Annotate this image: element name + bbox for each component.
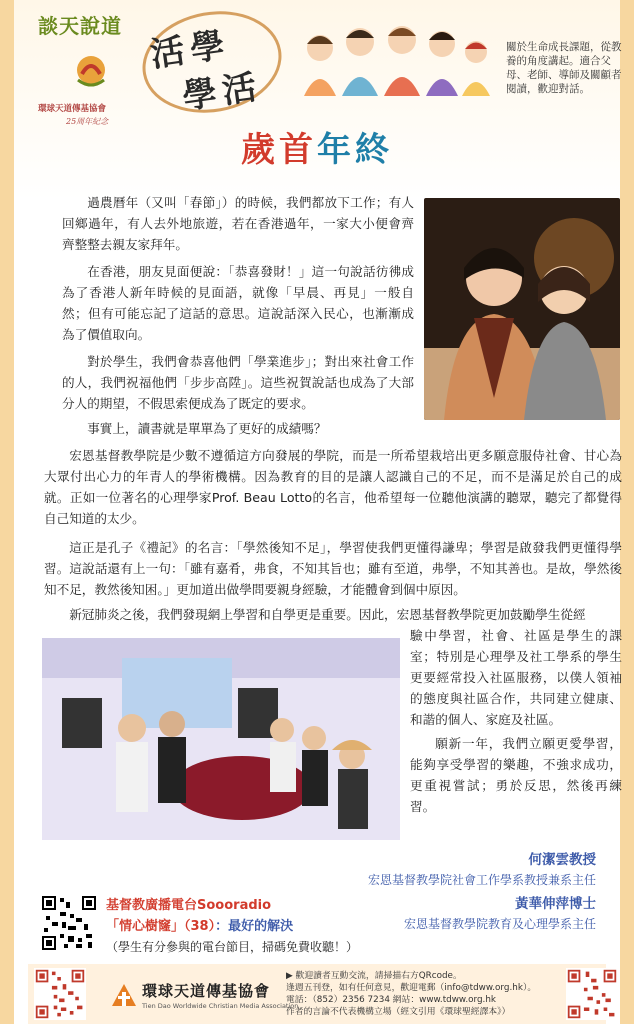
author-1 — [368, 848, 596, 888]
article-paragraph-5: 宏恩基督教學院是少數不遵循這方向發展的學院，而是一所希望栽培出更多願意服侍社會、甘心為大眾付出心力的年青人的學術機構。因為教育的目的是讓人認識自己的不足，而不是滿足於自己的成就。正如一位著名的心理學家Prof. Beau Lotto的名言，他希望每一位聽他演講的聽眾，聽完了都覺得自己知道的太少。 — [44, 448, 622, 526]
footer-info-line1: ▶ 歡迎讀者互動交流，請掃描右方QRcode。 — [286, 971, 462, 981]
radio-program — [106, 915, 366, 934]
org-small-name: 環球天道傳基協會 — [38, 104, 107, 114]
headline-part1: 歲首 — [241, 130, 317, 170]
footer-org-english-name: Tien Dao Worldwide Christian Media Association — [142, 1002, 299, 1010]
author-2-title: 宏恩基督教學院教育及心理學系主任 — [403, 917, 596, 931]
column-title-line2: 學活 — [180, 66, 265, 118]
authors-photo — [424, 198, 620, 420]
article-paragraph-2: 在香港，朋友見面便說：「恭喜發財！」這一句說話彷彿成為了香港人新年時候的見面語，就像「早晨、再見」一般自然；但有可能忘記了這話的意思。這說話深入民心，也漸漸成為了價值取向。 — [62, 264, 414, 342]
author-2 — [404, 892, 596, 932]
article-paragraph-7b: 驗中學習，社會、社區是學生的課室；特別是心理學及社工學系的學生更要經常投入社區服務，以僕人領袖的態度與社區合作，共同建立健康、和諧的個人、家庭及社區。 — [410, 628, 622, 727]
column-title-line1: 活學 — [148, 24, 233, 76]
article-paragraph-8: 願新一年，我們立願更愛學習，能夠享受學習的樂趣，不強求成功，更重視嘗試；勇於反思，然後再練習。 — [410, 736, 622, 814]
footer-org-name: 環球天道傳基協會 — [142, 982, 271, 1000]
radio-studio-photo — [42, 638, 400, 840]
author-2-name: 黃華伸萍博士 — [515, 896, 596, 912]
radio-program-subtitle: ：最好的解決 — [215, 919, 294, 934]
headline-part2: 年終 — [317, 130, 393, 170]
footer-info-line2: 逢週五刊登，如有任何意見，歡迎電郵（info@tdww.org.hk）。 — [286, 983, 537, 993]
article-paragraph-4: 事實上，讀書就是單單為了更好的成績嗎？ — [87, 421, 327, 436]
org-logo-icon — [110, 982, 138, 1008]
column-logo — [34, 6, 144, 131]
column-intro: 關於生命成長課題，從教養的角度講起。適合父母、老師、導師及關顧者閱讀，歡迎對話。 — [506, 41, 622, 95]
author-1-name: 何潔雲教授 — [528, 852, 596, 868]
footer-info-line4: 作者的言論不代表機構立場（經文引用《環球聖經譯本》） — [286, 1007, 511, 1017]
footer-info-line3: 電話：（852）2356 7234 網站：www.tdww.org.hk — [286, 995, 497, 1005]
anniversary-text: 25周年紀念 — [66, 117, 109, 126]
article-paragraph-6: 這正是孔子《禮記》的名言：「學然後知不足」，學習使我們更懂得謙卑；學習是啟發我們更懂得學習。這說話還有上一句：「雖有嘉肴，弗食，不知其旨也；雖有至道，弗學，不知其善也。是故，學然後知不足，教然後知困。」更加道出做學問要親身經驗，才能體會到個中原因。 — [44, 540, 622, 597]
article-headline — [14, 122, 620, 171]
footer-right-qr-code-icon[interactable] — [566, 968, 618, 1020]
radio-promo — [106, 894, 366, 955]
logo-script-text: 談天說道 — [38, 14, 122, 38]
children-illustration — [298, 18, 494, 96]
anniversary-logo-icon — [68, 50, 114, 90]
author-1-title: 宏恩基督教學院社會工作學系教授兼系主任 — [367, 873, 596, 887]
footer-bar — [28, 964, 606, 1024]
radio-note: （學生有分參與的電台節目，掃碼免費收聽！） — [106, 940, 359, 954]
radio-qr-code-icon[interactable] — [40, 894, 98, 952]
footer-info — [286, 970, 536, 1018]
article-paragraph-1: 過農曆年（又叫「春節」）的時候，我們都放下工作；有人回鄉過年，有人去外地旅遊，若在香港過年，一家大小便會齊齊整整去親友家拜年。 — [62, 195, 414, 252]
article-paragraph-7a: 新冠肺炎之後，我們發現網上學習和自學更是重要。因此，宏恩基督教學院更加鼓勵學生從經 — [69, 607, 586, 622]
radio-station-name: 基督教廣播電台Soooradio — [106, 898, 272, 913]
radio-program-title: 「情心樹窿」（38） — [106, 919, 216, 934]
footer-left-qr-code-icon[interactable] — [34, 968, 86, 1020]
article-paragraph-3: 對於學生，我們會恭喜他們「學業進步」；對出來社會工作的人，我們祝福他們「步步高陞」。這些祝賀說話也成為了大部分人的期望，不假思索便成為了既定的要求。 — [62, 354, 414, 411]
